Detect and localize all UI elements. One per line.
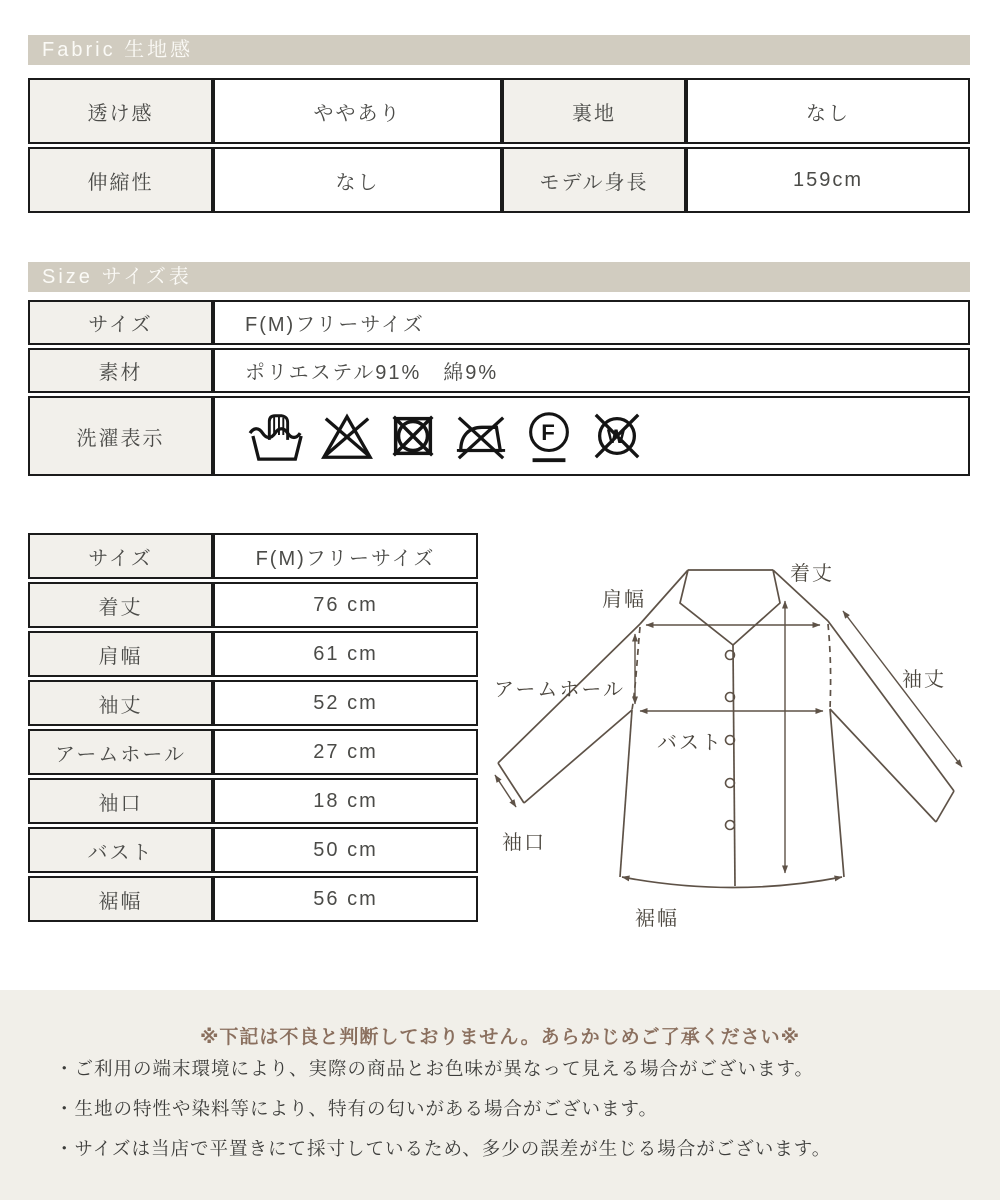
fabric-label-lining: 裏地 (502, 78, 686, 144)
diagram-label-bust: バスト (657, 732, 723, 754)
meas-value-sleeve: 52 cm (213, 680, 478, 726)
svg-text:F: F (541, 419, 557, 445)
size-section-header: Size サイズ表 (28, 262, 970, 292)
fabric-value-sheer: ややあり (213, 78, 502, 144)
table-row (28, 300, 970, 345)
do-not-tumble-dry-icon (385, 409, 441, 463)
table-row (28, 876, 478, 922)
meas-value-bust: 50 cm (213, 827, 478, 873)
diagram-label-cuff: 袖口 (502, 832, 546, 854)
material-value: ポリエステル91% 綿9% (213, 348, 970, 393)
table-row (28, 582, 478, 628)
shirt-measurement-diagram (490, 545, 1000, 957)
laundry-care-icons (245, 407, 647, 465)
diagram-label-body-length: 着丈 (790, 563, 834, 585)
hand-wash-icon (247, 409, 309, 463)
fabric-table (28, 78, 970, 213)
table-row (28, 631, 478, 677)
do-not-wet-clean-icon (587, 409, 647, 463)
fabric-label-sheer: 透け感 (28, 78, 213, 144)
do-not-bleach-icon (319, 409, 375, 463)
care-icons-cell (213, 396, 970, 476)
table-row (28, 680, 478, 726)
note-item-size-tolerance: ・サイズは当店で平置きにて採寸しているため、多少の誤差が生じる場合がございます。 (55, 1138, 832, 1159)
dry-clean-petroleum-icon (521, 407, 577, 465)
do-not-iron-icon (451, 409, 511, 463)
meas-label-shoulder: 肩幅 (28, 631, 213, 677)
table-row (28, 396, 970, 476)
diagram-label-shoulder-width: 肩幅 (602, 589, 646, 611)
measurement-table (28, 533, 478, 922)
meas-value-hem: 56 cm (213, 876, 478, 922)
note-item-fabric-smell: ・生地の特性や染料等により、特有の匂いがある場合がございます。 (55, 1098, 659, 1119)
fabric-value-lining: なし (686, 78, 970, 144)
diagram-label-armhole: アームホール (494, 679, 625, 701)
fabric-value-model-height: 159cm (686, 147, 970, 213)
table-row (28, 147, 970, 213)
meas-value-body-length: 76 cm (213, 582, 478, 628)
meas-label-hem: 裾幅 (28, 876, 213, 922)
table-row (28, 827, 478, 873)
table-row (28, 78, 970, 144)
table-row (28, 729, 478, 775)
care-label: 洗濯表示 (28, 396, 213, 476)
fabric-value-stretch: なし (213, 147, 502, 213)
size-value: F(M)フリーサイズ (213, 300, 970, 345)
table-row (28, 348, 970, 393)
notes-heading: ※下記は不良と判断しておりません。あらかじめご了承ください※ (199, 1027, 801, 1048)
shirt-outline-drawing (490, 545, 1000, 957)
fabric-label-model-height: モデル身長 (502, 147, 686, 213)
meas-header-value: F(M)フリーサイズ (213, 533, 478, 579)
svg-text:W: W (606, 426, 628, 448)
meas-value-shoulder: 61 cm (213, 631, 478, 677)
meas-label-armhole: アームホール (28, 729, 213, 775)
fabric-section-header: Fabric 生地感 (28, 35, 970, 65)
size-material-care-table (28, 300, 970, 476)
material-label: 素材 (28, 348, 213, 393)
disclaimer-notes-section (0, 990, 1000, 1200)
meas-label-body-length: 着丈 (28, 582, 213, 628)
table-row (28, 533, 478, 579)
diagram-label-sleeve-length: 袖丈 (902, 669, 946, 691)
note-item-color-difference: ・ご利用の端末環境により、実際の商品とお色味が異なって見える場合がございます。 (55, 1058, 815, 1079)
meas-label-sleeve: 袖丈 (28, 680, 213, 726)
meas-label-bust: バスト (28, 827, 213, 873)
meas-header-label: サイズ (28, 533, 213, 579)
meas-value-cuff: 18 cm (213, 778, 478, 824)
meas-value-armhole: 27 cm (213, 729, 478, 775)
diagram-label-hem-width: 裾幅 (635, 908, 679, 930)
fabric-label-stretch: 伸縮性 (28, 147, 213, 213)
meas-label-cuff: 袖口 (28, 778, 213, 824)
table-row (28, 778, 478, 824)
size-label: サイズ (28, 300, 213, 345)
